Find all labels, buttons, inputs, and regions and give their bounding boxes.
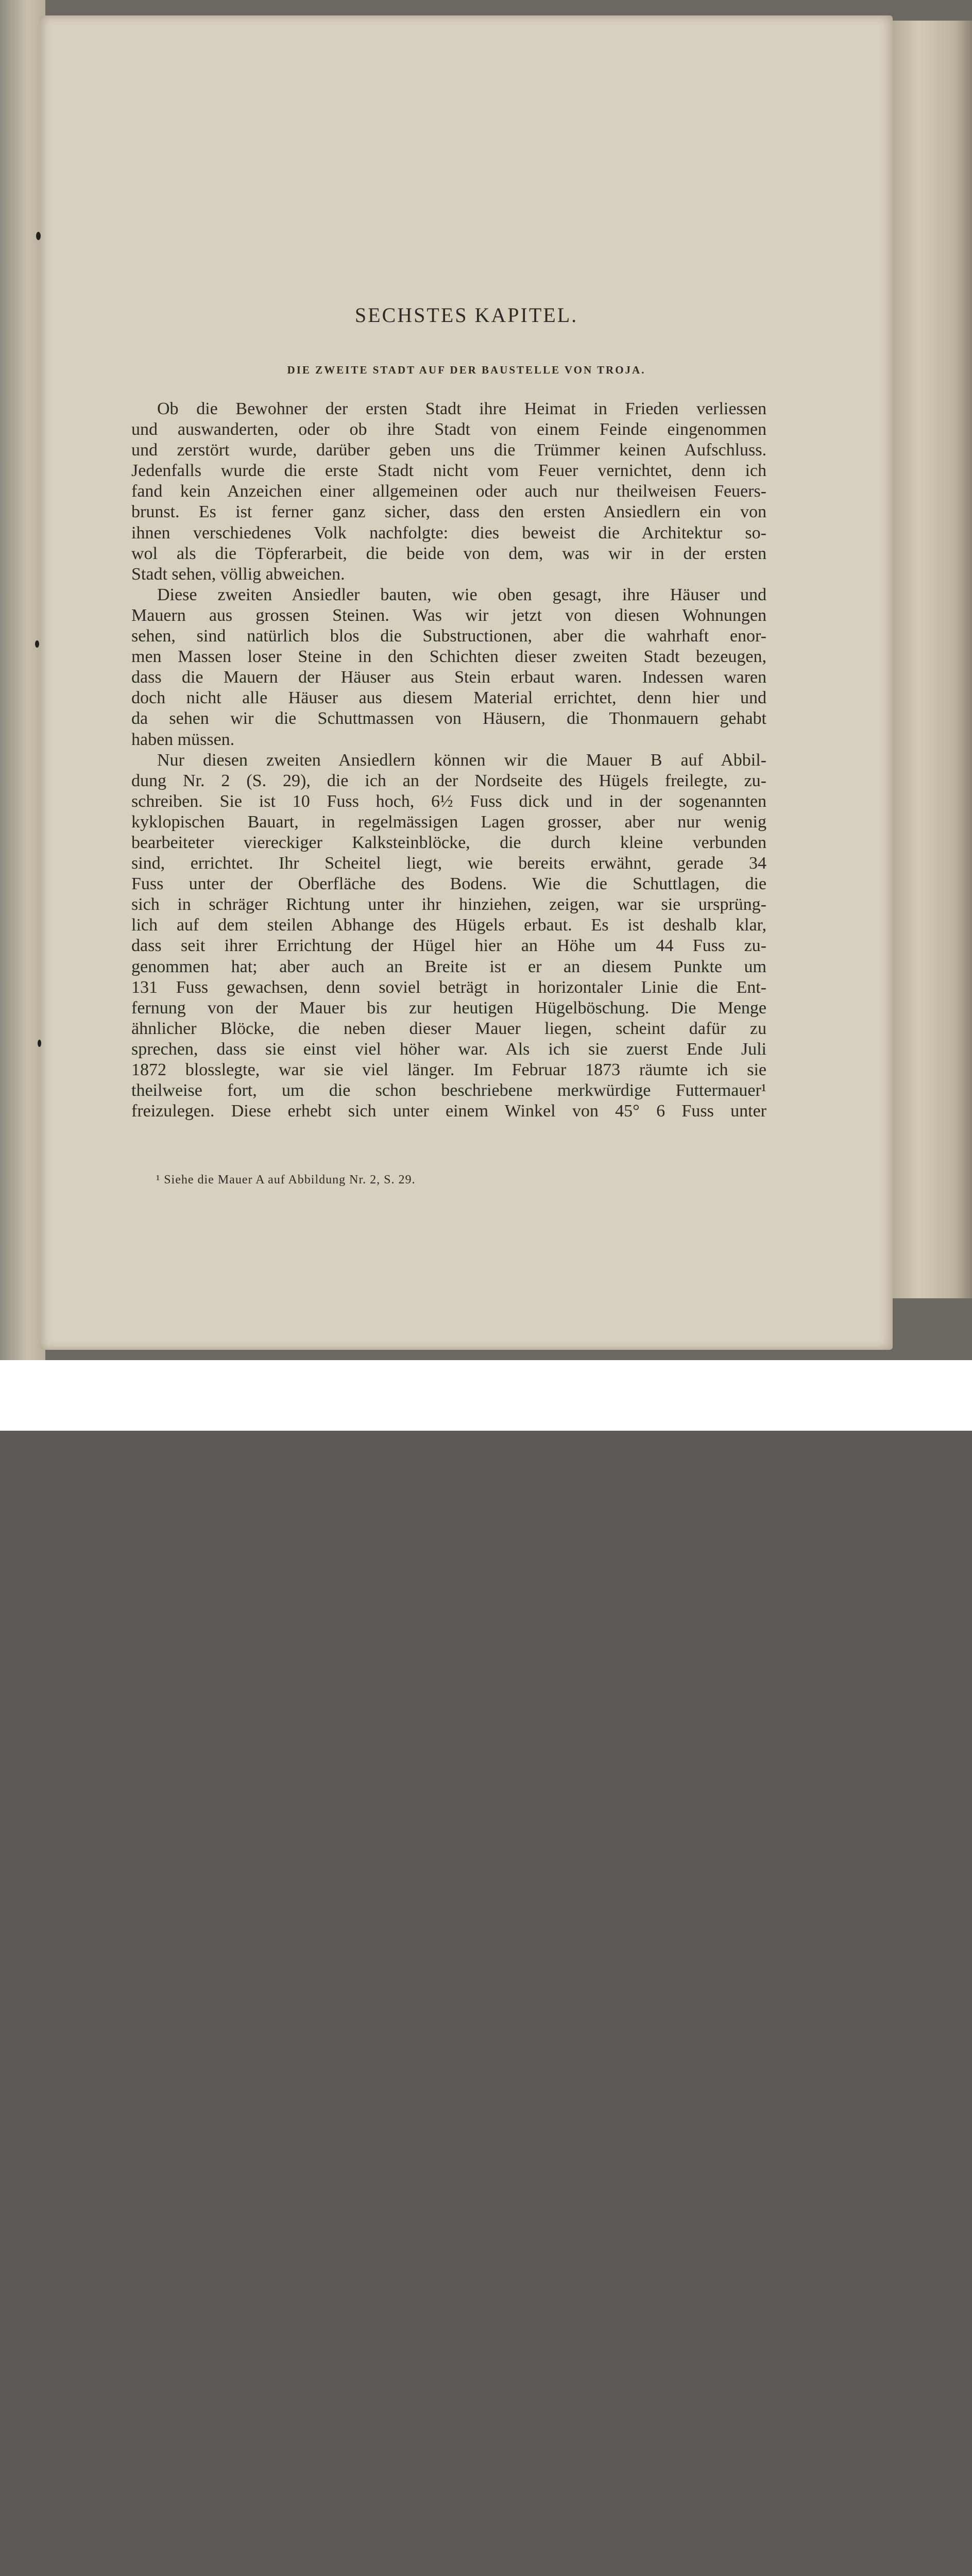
text-line: ähnlicher Blöcke, die neben dieser Mauer liegen, scheint dafür zu [131,1019,766,1038]
text-line: da sehen wir die Schuttmassen von Häusern, die Thonmauern gehabt [131,709,766,728]
text-line: Ob die Bewohner der ersten Stadt ihre Heimat in Frieden verliessen [157,399,766,418]
text-line: Diese zweiten Ansiedler bauten, wie oben gesagt, ihre Häuser und [157,585,766,604]
text-line: Fuss unter der Oberfläche des Bodens. Wie die Schuttlagen, die [131,874,766,894]
left-page-edge [0,0,45,1360]
text-line: Nur diesen zweiten Ansiedlern können wir die Mauer B auf Abbil- [157,750,766,770]
text-line: 1872 blosslegte, war sie viel länger. Im Februar 1873 räumte ich sie [131,1060,766,1079]
book-page [40,15,893,1350]
text-line: sind, errichtet. Ihr Scheitel liegt, wie bereits erwähnt, gerade 34 [131,854,766,873]
text-line: genommen hat; aber auch an Breite ist er an diesem Punkte um [131,957,766,976]
footnote: ¹ Siehe die Mauer A auf Abbildung Nr. 2, S. 29. [156,1173,416,1187]
text-line: brunst. Es ist ferner ganz sicher, dass den ersten Ansiedlern ein von [131,502,766,522]
text-line: schreiben. Sie ist 10 Fuss hoch, 6½ Fuss dick und in der sogenannten [131,791,766,811]
ink-speck [35,640,39,648]
text-line: ihnen verschiedenes Volk nachfolgte: dies beweist die Architektur so- [131,523,766,543]
ink-speck [36,232,41,240]
text-line: lich auf dem steilen Abhange des Hügels erbaut. Es ist deshalb klar, [131,916,766,935]
text-line: theilweise fort, um die schon beschriebene merkwürdige Futtermauer¹ [131,1081,766,1100]
book-edge-right [883,21,972,1298]
chapter-subtitle: DIE ZWEITE STADT AUF DER BAUSTELLE VON TROJA. [287,364,646,376]
text-line: Jedenfalls wurde die erste Stadt nicht vom Feuer vernichtet, denn ich [131,461,766,481]
ink-speck [38,1040,41,1047]
text-line: sehen, sind natürlich blos die Substructionen, aber die wahrhaft enor- [131,626,766,646]
text-line: doch nicht alle Häuser aus diesem Material errichtet, denn hier und [131,688,766,708]
text-line: freizulegen. Diese erhebt sich unter einem Winkel von 45° 6 Fuss unter [131,1101,766,1121]
text-line: dass die Mauern der Häuser aus Stein erbaut waren. Indessen waren [131,668,766,687]
text-line: Mauern aus grossen Steinen. Was wir jetzt von diesen Wohnungen [131,605,766,625]
text-line: fernung von der Mauer bis zur heutigen Hügelböschung. Die Menge [131,998,766,1018]
text-line: 131 Fuss gewachsen, denn soviel beträgt in horizontaler Linie die Ent- [131,977,766,997]
chapter-title: SECHSTES KAPITEL. [354,303,578,327]
text-line: men Massen loser Steine in den Schichten dieser zweiten Stadt bezeugen, [131,647,766,667]
text-line: fand kein Anzeichen einer allgemeinen oder auch nur theilweisen Feuers- [131,482,766,501]
text-line: haben müssen. [131,730,235,749]
footer-bar [0,1360,972,1431]
text-line: sich in schräger Richtung unter ihr hinziehen, zeigen, war sie ursprüng- [131,895,766,914]
text-line: dass seit ihrer Errichtung der Hügel hier an Höhe um 44 Fuss zu- [131,936,766,956]
text-line: und auswanderten, oder ob ihre Stadt von einem Feinde eingenommen [131,420,766,439]
text-line: dung Nr. 2 (S. 29), die ich an der Nordseite des Hügels freilegte, zu- [131,771,766,790]
text-line: sprechen, dass sie einst viel höher war. Als ich sie zuerst Ende Juli [131,1039,766,1059]
text-line: und zerstört wurde, darüber geben uns die Trümmer keinen Aufschluss. [131,440,766,460]
text-line: Stadt sehen, völlig abweichen. [131,564,345,584]
text-line: bearbeiteter viereckiger Kalksteinblöcke, die durch kleine verbunden [131,833,766,852]
text-line: kyklopischen Bauart, in regelmässigen Lagen grosser, aber nur wenig [131,812,766,832]
text-line: wol als die Töpferarbeit, die beide von dem, was wir in der ersten [131,544,766,563]
body-text [131,399,766,1122]
